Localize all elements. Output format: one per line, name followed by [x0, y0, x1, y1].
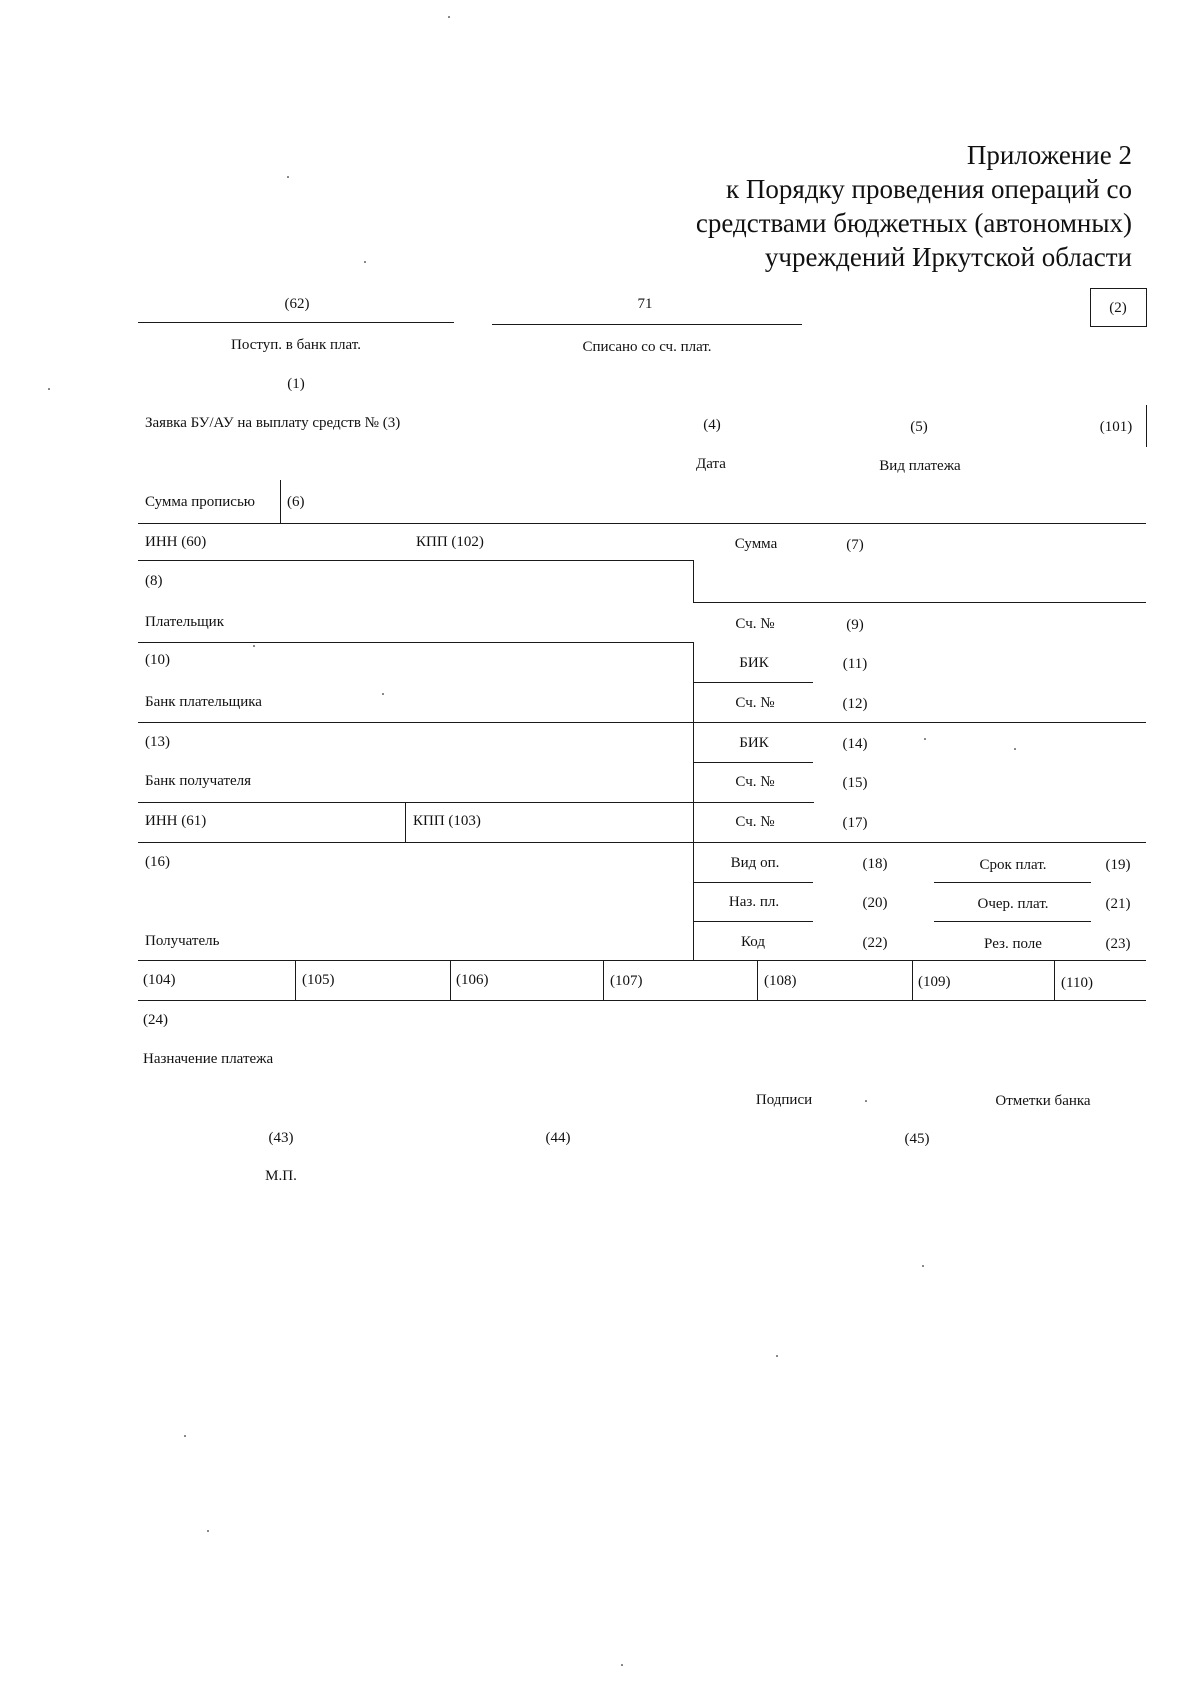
amount-words-divider	[280, 480, 281, 523]
code-17: (17)	[842, 815, 868, 831]
seal-label: М.П.	[265, 1168, 297, 1184]
code-22: (22)	[862, 935, 888, 951]
payer-account-label: Сч. №	[735, 616, 775, 632]
code-11: (11)	[842, 656, 868, 672]
line-op-type	[693, 882, 813, 883]
received-label: Поступ. в банк плат.	[231, 337, 361, 353]
line-sum-bottom	[693, 602, 1146, 603]
scan-speck	[253, 645, 255, 647]
recipient-inn-divider	[405, 802, 406, 842]
code-21: (21)	[1105, 896, 1131, 912]
sum-label: Сумма	[734, 536, 778, 552]
signatures-label: Подписи	[755, 1092, 813, 1108]
code-62: (62)	[284, 296, 310, 312]
scan-speck	[621, 1664, 623, 1666]
line-payer-bik	[693, 682, 813, 683]
code-18: (18)	[862, 856, 888, 872]
line-payer-inn	[138, 560, 694, 561]
field-104: (104)	[143, 972, 176, 988]
recipient-bank-account-label: Сч. №	[735, 774, 775, 790]
code-13: (13)	[145, 734, 170, 750]
op-type-label: Вид оп.	[730, 855, 780, 871]
sum-box-left	[693, 560, 694, 602]
scan-speck	[207, 1530, 209, 1532]
code-15: (15)	[842, 775, 868, 791]
reserve-label: Рез. поле	[984, 936, 1042, 952]
payer-inn-label: ИНН (60)	[145, 534, 207, 550]
payer-bank-account-label: Сч. №	[735, 695, 775, 711]
code-20: (20)	[862, 895, 888, 911]
recipient-bank-label: Банк получателя	[145, 773, 252, 789]
code-1: (1)	[287, 376, 305, 392]
code-6: (6)	[287, 494, 305, 510]
recipient-label: Получатель	[145, 933, 220, 949]
code-2: (2)	[1109, 300, 1127, 316]
code-23: (23)	[1105, 936, 1131, 952]
scan-speck	[184, 1435, 186, 1437]
line-recipient-bank	[138, 802, 814, 803]
line-purpose-code	[693, 921, 813, 922]
code-43: (43)	[268, 1130, 294, 1146]
line-recipient-inn	[138, 842, 1146, 843]
code-10: (10)	[145, 652, 170, 668]
code-19: (19)	[1105, 857, 1131, 873]
term-label: Срок плат.	[979, 857, 1047, 873]
code-24: (24)	[143, 1012, 168, 1028]
payer-kpp-label: КПП (102)	[416, 534, 484, 550]
scan-speck	[287, 176, 289, 178]
scan-speck	[448, 16, 450, 18]
code-71: 71	[637, 296, 653, 312]
field-divider-5	[912, 960, 913, 1000]
request-title: Заявка БУ/АУ на выплату средств № (3)	[145, 415, 401, 431]
line-payer-bank	[138, 722, 1146, 723]
line-payer	[138, 642, 694, 643]
field-105: (105)	[302, 972, 335, 988]
scan-speck	[776, 1355, 778, 1357]
purpose-label: Назначение платежа	[143, 1051, 274, 1067]
code-45: (45)	[904, 1131, 930, 1147]
amount-words-label: Сумма прописью	[145, 494, 256, 510]
recipient-inn-label: ИНН (61)	[145, 813, 207, 829]
line-fields-row	[138, 1000, 1146, 1001]
code-101: (101)	[1099, 419, 1133, 435]
code-12: (12)	[842, 696, 868, 712]
line-recipient	[138, 960, 1146, 961]
code-14: (14)	[842, 736, 868, 752]
order-label: Очер. плат.	[977, 896, 1049, 912]
field-divider-2	[450, 960, 451, 1000]
code-5: (5)	[910, 419, 928, 435]
line-amount-words	[138, 523, 1146, 524]
recipient-bik-label: БИК	[739, 735, 769, 751]
recipient-kpp-label: КПП (103)	[413, 813, 481, 829]
payment-type-label: Вид платежа	[879, 458, 961, 474]
debited-label: Списано со сч. плат.	[582, 339, 712, 355]
code-44: (44)	[545, 1130, 571, 1146]
header-line-region: учреждений Иркутской области	[764, 242, 1132, 272]
field-divider-6	[1054, 960, 1055, 1000]
scan-speck	[924, 738, 926, 740]
field-divider-3	[603, 960, 604, 1000]
debited-line	[492, 324, 802, 325]
scan-speck	[922, 1265, 924, 1267]
bank-marks-label: Отметки банка	[995, 1093, 1091, 1109]
line-recipient-bik	[693, 762, 813, 763]
code-8: (8)	[145, 573, 163, 589]
code-label: Код	[741, 934, 765, 950]
code-7: (7)	[846, 537, 864, 553]
field-109: (109)	[918, 974, 951, 990]
field-108: (108)	[764, 973, 797, 989]
field-divider-1	[295, 960, 296, 1000]
field-110: (110)	[1061, 975, 1093, 991]
code-9: (9)	[846, 617, 864, 633]
date-label: Дата	[696, 456, 726, 472]
line-order	[934, 921, 1091, 922]
payer-label: Плательщик	[145, 614, 224, 630]
recipient-divider	[693, 802, 694, 960]
code-101-marker	[1146, 405, 1147, 447]
payer-bik-label: БИК	[739, 655, 769, 671]
header-line-appendix: Приложение 2	[966, 140, 1132, 170]
field-107: (107)	[610, 973, 643, 989]
scan-speck	[48, 388, 50, 390]
line-term	[934, 882, 1091, 883]
received-line	[138, 322, 454, 323]
scan-speck	[382, 693, 384, 695]
scan-speck	[364, 261, 366, 263]
purpose-code-label: Наз. пл.	[728, 894, 780, 910]
header-line-funds: средствами бюджетных (автономных)	[695, 208, 1132, 238]
field-106: (106)	[456, 972, 489, 988]
header-line-order: к Порядку проведения операций со	[726, 174, 1132, 204]
scan-speck	[865, 1100, 867, 1102]
code-16: (16)	[145, 854, 170, 870]
code-4: (4)	[703, 417, 721, 433]
field-divider-4	[757, 960, 758, 1000]
recipient-account-label: Сч. №	[735, 814, 775, 830]
scan-speck	[1014, 748, 1016, 750]
payer-bank-label: Банк плательщика	[145, 694, 262, 710]
